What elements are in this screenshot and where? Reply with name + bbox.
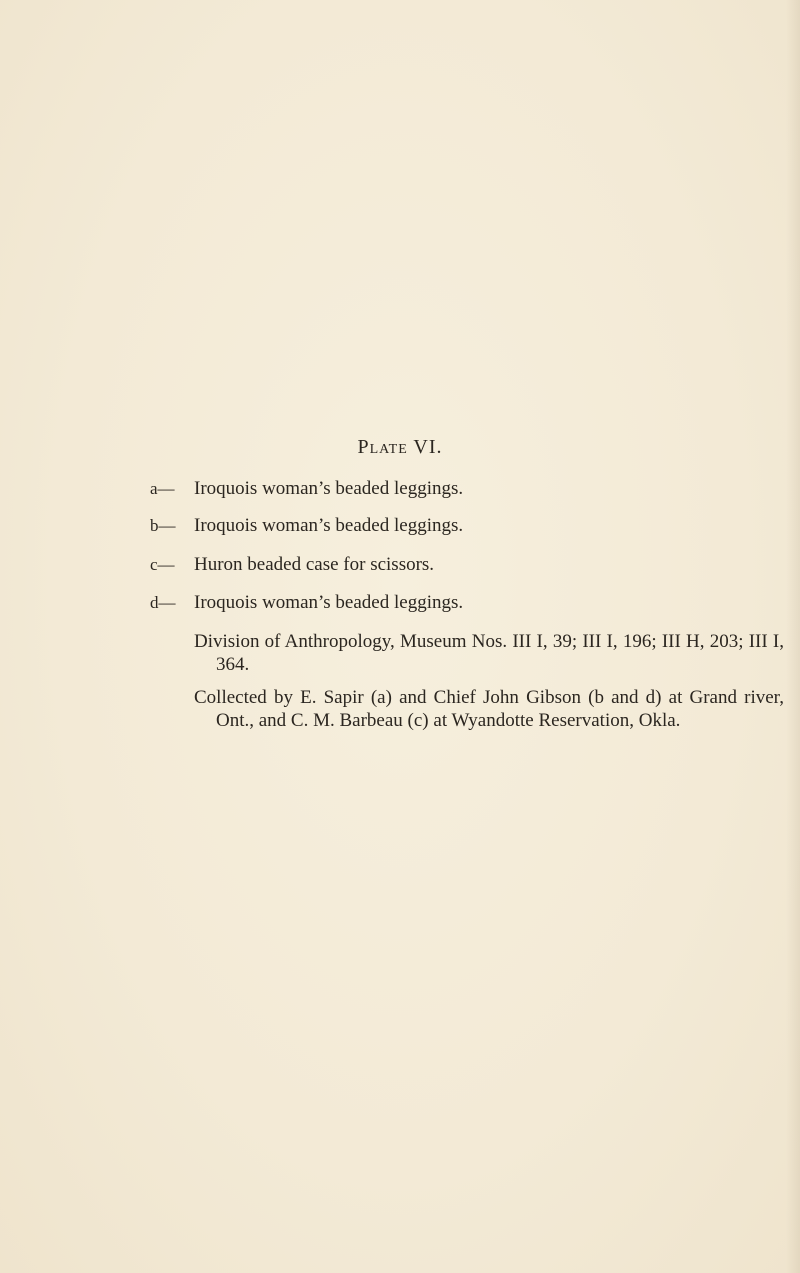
division-note: Division of Anthropology, Museum Nos. III I, 39; III I, 196; III H, 203; III I, 364. (194, 631, 784, 675)
caption-item-a (150, 478, 463, 500)
caption-item-b (150, 515, 463, 537)
item-text: Iroquois woman’s beaded leggings. (194, 592, 464, 613)
item-text: Huron beaded case for scissors. (194, 554, 435, 575)
page-edge (786, 0, 800, 1273)
collected-note: Collected by E. Sapir (a) and Chief John Gibson (b and d) at Grand river, Ont., and C. M. Barbeau (c) at Wyandotte Reservation, Okla. (194, 687, 784, 731)
item-letter: d— (150, 593, 176, 612)
item-letter: b— (150, 516, 176, 535)
item-letter: c— (150, 555, 175, 574)
item-text: Iroquois woman’s beaded leggings. (194, 478, 464, 499)
caption-item-d (150, 592, 463, 614)
item-text: Iroquois woman’s beaded leggings. (194, 515, 464, 536)
item-letter: a— (150, 479, 175, 498)
plate-title: Plate VI. (357, 436, 443, 458)
caption-item-c (150, 554, 434, 576)
